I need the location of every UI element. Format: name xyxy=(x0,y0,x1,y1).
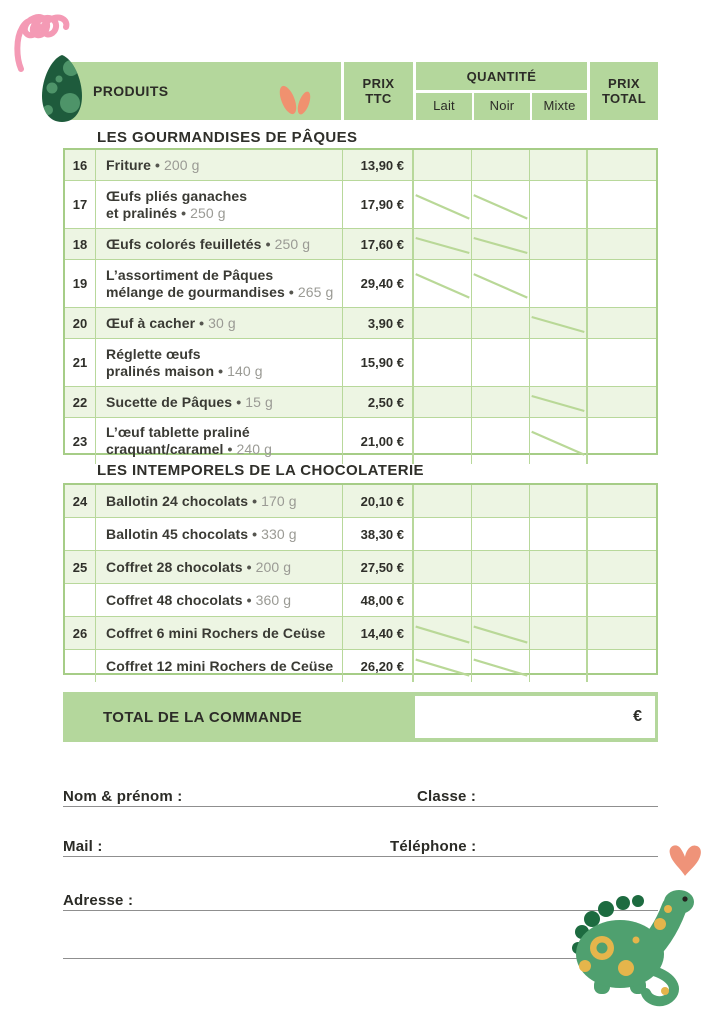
bunny-ears-icon xyxy=(276,83,314,120)
unavailable-slash-icon xyxy=(530,418,586,464)
products-table-gourmandises xyxy=(63,148,658,455)
nom-classe-fill-line[interactable] xyxy=(63,806,658,807)
product-cell xyxy=(96,339,343,386)
unavailable-slash-icon xyxy=(414,260,471,307)
qty-cell-mixte[interactable] xyxy=(530,150,588,180)
order-total-bar xyxy=(63,692,658,742)
prix-total-cell[interactable] xyxy=(588,339,656,386)
prix-total-cell[interactable] xyxy=(588,485,656,517)
price-ttc: 21,00 € xyxy=(343,418,414,464)
product-cell xyxy=(96,387,343,417)
prix-total-cell[interactable] xyxy=(588,418,656,464)
price-ttc: 13,90 € xyxy=(343,150,414,180)
qty-cell-lait[interactable] xyxy=(414,339,472,386)
price-ttc: 14,40 € xyxy=(343,617,414,649)
product-cell xyxy=(96,518,343,550)
qty-cell-lait[interactable] xyxy=(414,387,472,417)
product-name: Coffret 6 mini Rochers de Ceüse xyxy=(106,624,326,641)
qty-cell-mixte[interactable] xyxy=(530,308,588,338)
qty-cell-noir[interactable] xyxy=(472,485,530,517)
total-input-box[interactable] xyxy=(415,696,655,738)
dinosaur-illustration xyxy=(568,876,710,1008)
prix-total-cell[interactable] xyxy=(588,229,656,259)
total-label: TOTAL DE LA COMMANDE xyxy=(103,708,303,726)
price-ttc: 38,30 € xyxy=(343,518,414,550)
product-cell xyxy=(96,418,343,464)
row-number xyxy=(65,584,96,616)
table-row xyxy=(65,387,656,418)
qty-cell-lait[interactable] xyxy=(414,260,472,307)
prix-total-cell[interactable] xyxy=(588,308,656,338)
mail-telephone-fill-line[interactable] xyxy=(63,856,658,857)
table-row xyxy=(65,650,656,682)
column-header-noir: Noir xyxy=(489,97,515,113)
table-row xyxy=(65,150,656,181)
qty-cell-mixte[interactable] xyxy=(530,181,588,228)
qty-cell-noir[interactable] xyxy=(472,181,530,228)
qty-cell-noir[interactable] xyxy=(472,229,530,259)
qty-cell-mixte[interactable] xyxy=(530,650,588,682)
unavailable-slash-icon xyxy=(472,617,529,649)
price-ttc: 17,90 € xyxy=(343,181,414,228)
product-weight: 250 g xyxy=(190,204,226,221)
qty-cell-noir[interactable] xyxy=(472,650,530,682)
price-ttc: 27,50 € xyxy=(343,551,414,583)
product-weight: 200 g xyxy=(164,156,200,173)
qty-cell-noir[interactable] xyxy=(472,518,530,550)
section-title-gourmandises: LES GOURMANDISES DE PÂQUES xyxy=(97,129,358,146)
product-cell xyxy=(96,485,343,517)
table-row xyxy=(65,229,656,260)
price-ttc: 17,60 € xyxy=(343,229,414,259)
qty-cell-noir[interactable] xyxy=(472,418,530,464)
unavailable-slash-icon xyxy=(472,260,529,307)
qty-cell-lait[interactable] xyxy=(414,584,472,616)
table-row xyxy=(65,418,656,464)
product-weight: 240 g xyxy=(236,441,273,457)
qty-cell-lait[interactable] xyxy=(414,181,472,228)
product-name: Friture • 200 g xyxy=(106,156,200,173)
column-header-prix-ttc xyxy=(344,62,413,120)
prix-total-cell[interactable] xyxy=(588,617,656,649)
row-number: 17 xyxy=(65,181,96,228)
product-cell xyxy=(96,650,343,682)
qty-cell-noir[interactable] xyxy=(472,308,530,338)
prix-total-cell[interactable] xyxy=(588,650,656,682)
product-weight: 360 g xyxy=(255,591,292,608)
product-cell xyxy=(96,229,343,259)
prix-total-cell[interactable] xyxy=(588,518,656,550)
product-weight: 15 g xyxy=(245,393,273,410)
product-weight: 200 g xyxy=(255,558,292,575)
classe-label: Classe : xyxy=(417,788,477,805)
unavailable-slash-icon xyxy=(414,617,471,649)
unavailable-slash-icon xyxy=(472,229,529,259)
products-table-intemporels xyxy=(63,483,658,675)
row-number: 23 xyxy=(65,418,96,464)
product-cell xyxy=(96,308,343,338)
product-cell xyxy=(96,181,343,228)
column-header-quantite: QUANTITÉ xyxy=(466,68,537,84)
qty-cell-noir[interactable] xyxy=(472,617,530,649)
prix-total-cell[interactable] xyxy=(588,181,656,228)
product-weight: 250 g xyxy=(274,235,311,252)
price-ttc: 15,90 € xyxy=(343,339,414,386)
product-name: Ballotin 45 chocolats • 330 g xyxy=(106,525,297,542)
adresse-label: Adresse : xyxy=(63,892,134,909)
product-name: L’assortiment de Pâques mélange de gourmandises • 265 g xyxy=(106,266,334,300)
prix-total-cell[interactable] xyxy=(588,584,656,616)
qty-cell-noir[interactable] xyxy=(472,260,530,307)
qty-cell-lait[interactable] xyxy=(414,150,472,180)
table-row xyxy=(65,584,656,617)
unavailable-slash-icon xyxy=(530,308,586,338)
product-weight: 140 g xyxy=(227,362,263,379)
unavailable-slash-icon xyxy=(530,387,586,417)
unavailable-slash-icon xyxy=(414,181,471,228)
qty-cell-lait[interactable] xyxy=(414,229,472,259)
product-weight: 330 g xyxy=(261,525,297,542)
section-title-intemporels: LES INTEMPORELS DE LA CHOCOLATERIE xyxy=(97,462,424,479)
telephone-label: Téléphone : xyxy=(390,838,477,855)
qty-cell-mixte[interactable] xyxy=(530,339,588,386)
mail-label: Mail : xyxy=(63,838,103,855)
product-name: L’œuf tablette praliné craquant/caramel • 240 g xyxy=(106,424,273,457)
price-ttc: 26,20 € xyxy=(343,650,414,682)
product-cell xyxy=(96,150,343,180)
qty-cell-lait[interactable] xyxy=(414,551,472,583)
qty-cell-noir[interactable] xyxy=(472,387,530,417)
product-name: Œufs pliés ganaches et pralinés • 250 g xyxy=(106,187,248,221)
prix-ttc-line2: TTC xyxy=(365,91,392,106)
row-number: 25 xyxy=(65,551,96,583)
prix-ttc-line1: PRIX xyxy=(362,76,395,91)
qty-cell-lait[interactable] xyxy=(414,485,472,517)
price-ttc: 29,40 € xyxy=(343,260,414,307)
qty-cell-noir[interactable] xyxy=(472,584,530,616)
prix-total-line1: PRIX xyxy=(608,76,640,91)
row-number: 19 xyxy=(65,260,96,307)
qty-cell-mixte[interactable] xyxy=(530,617,588,649)
product-name: Ballotin 24 chocolats • 170 g xyxy=(106,492,297,509)
qty-cell-mixte[interactable] xyxy=(530,485,588,517)
qty-cell-mixte[interactable] xyxy=(530,551,588,583)
qty-cell-mixte[interactable] xyxy=(530,229,588,259)
column-header-lait: Lait xyxy=(433,97,455,113)
qty-cell-lait[interactable] xyxy=(414,418,472,464)
qty-cell-noir[interactable] xyxy=(472,551,530,583)
prix-total-cell[interactable] xyxy=(588,150,656,180)
row-number: 26 xyxy=(65,617,96,649)
product-weight: 265 g xyxy=(297,283,334,300)
qty-cell-mixte[interactable] xyxy=(530,387,588,417)
product-name: Réglette œufs pralinés maison • 140 g xyxy=(106,345,263,379)
table-row xyxy=(65,551,656,584)
qty-cell-mixte[interactable] xyxy=(530,260,588,307)
product-weight: 170 g xyxy=(261,492,297,509)
prix-total-line2: TOTAL xyxy=(601,91,647,106)
product-weight: 30 g xyxy=(208,314,236,331)
table-row xyxy=(65,485,656,518)
product-cell xyxy=(96,584,343,616)
prix-total-cell[interactable] xyxy=(588,260,656,307)
table-row xyxy=(65,339,656,387)
table-header-bar xyxy=(63,62,658,120)
product-cell xyxy=(96,617,343,649)
qty-cell-noir[interactable] xyxy=(472,150,530,180)
qty-cell-lait[interactable] xyxy=(414,518,472,550)
unavailable-slash-icon xyxy=(472,650,529,682)
product-name: Coffret 28 chocolats • 200 g xyxy=(106,558,292,575)
qty-cell-mixte[interactable] xyxy=(530,418,588,464)
heart-icon xyxy=(666,841,704,878)
table-row xyxy=(65,518,656,551)
column-header-produits: PRODUITS xyxy=(93,83,169,99)
row-number xyxy=(65,518,96,550)
product-name: Œuf à cacher • 30 g xyxy=(106,314,236,331)
unavailable-slash-icon xyxy=(414,229,471,259)
row-number: 18 xyxy=(65,229,96,259)
row-number: 22 xyxy=(65,387,96,417)
row-number xyxy=(65,650,96,682)
easter-egg-illustration xyxy=(40,54,84,123)
table-row xyxy=(65,617,656,650)
column-header-prix-total xyxy=(590,62,658,120)
table-row xyxy=(65,308,656,339)
price-ttc: 3,90 € xyxy=(343,308,414,338)
column-header-mixte: Mixte xyxy=(543,97,576,113)
unavailable-slash-icon xyxy=(472,181,529,228)
qty-cell-mixte[interactable] xyxy=(530,518,588,550)
product-name: Coffret 12 mini Rochers de Ceüse xyxy=(106,657,334,674)
qty-cell-lait[interactable] xyxy=(414,650,472,682)
prix-total-cell[interactable] xyxy=(588,387,656,417)
qty-cell-mixte[interactable] xyxy=(530,584,588,616)
product-cell xyxy=(96,260,343,307)
nom-prenom-label: Nom & prénom : xyxy=(63,788,183,805)
qty-cell-noir[interactable] xyxy=(472,339,530,386)
product-cell xyxy=(96,551,343,583)
price-ttc: 2,50 € xyxy=(343,387,414,417)
product-name: Coffret 48 chocolats • 360 g xyxy=(106,591,292,608)
product-name: Œufs colorés feuilletés • 250 g xyxy=(106,235,311,252)
row-number: 16 xyxy=(65,150,96,180)
row-number: 24 xyxy=(65,485,96,517)
qty-cell-lait[interactable] xyxy=(414,308,472,338)
price-ttc: 48,00 € xyxy=(343,584,414,616)
row-number: 20 xyxy=(65,308,96,338)
qty-cell-lait[interactable] xyxy=(414,617,472,649)
table-row xyxy=(65,260,656,308)
price-ttc: 20,10 € xyxy=(343,485,414,517)
row-number: 21 xyxy=(65,339,96,386)
product-name: Sucette de Pâques • 15 g xyxy=(106,393,273,410)
table-row xyxy=(65,181,656,229)
unavailable-slash-icon xyxy=(414,650,471,682)
euro-symbol: € xyxy=(633,708,642,725)
prix-total-cell[interactable] xyxy=(588,551,656,583)
